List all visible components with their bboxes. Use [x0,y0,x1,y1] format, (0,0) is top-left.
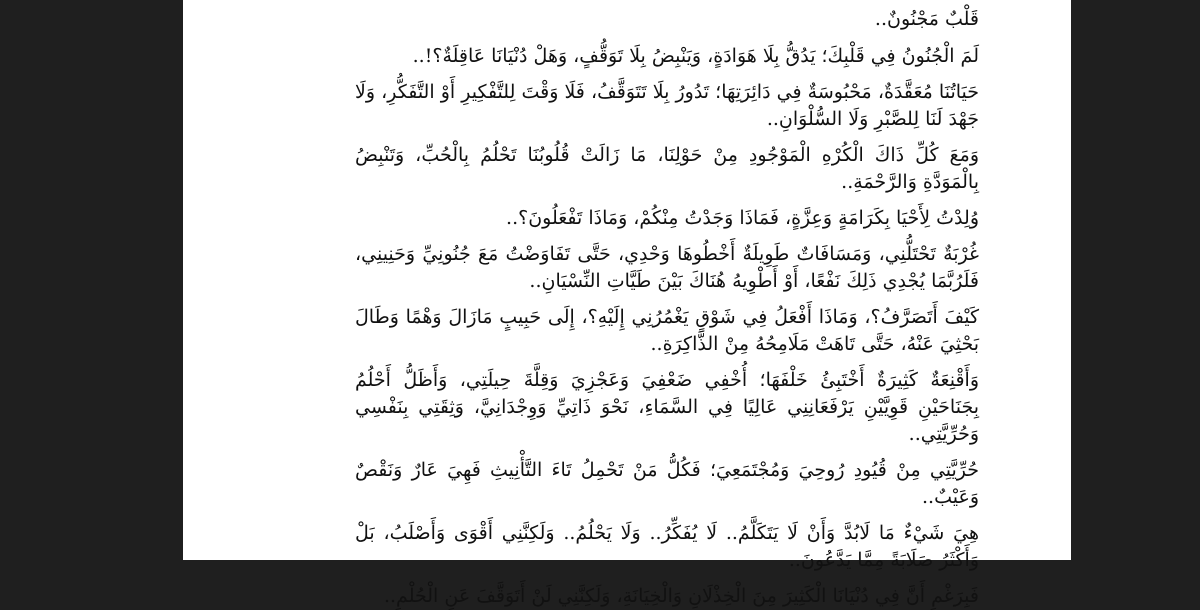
document-title: قَلْبٌ مَجْنُونٌ.. [874,8,979,30]
paragraph: وُلِدْتُ لِأَحْيَا بِكَرَامَةٍ وَعِزَّةٍ، فَمَاذَا وَجَدْتُ مِنْكُمْ، وَمَاذَا تَفْعَلُونَ؟.. [506,207,979,229]
paragraph: هِيَ شَيْءٌ مَا لَابُدَّ وَأَنْ لَا يَتَكَلَّمُ.. لَا يُفَكِّرُ.. وَلَا يَحْلُمُ.. وَلَكِنَّنِي أَقْوَى وَأَصْلَبُ، بَلْ وَأَكْثَرُ صَلَابَةً مِمَّا يَدَّعُونَ.. [355,522,979,571]
paragraph: وَأَقْنِعَةٌ كَثِيرَةٌ أَخْتَبِئُ خَلْفَهَا؛ أُخْفِي ضَعْفِيَ وَعَجْزِيَ وَقِلَّةَ حِيلَتِي، وَأَظَلُّ أَحْلُمُ بِجَنَاحَيْنِ قَوِيَّيْنِ يَرْفَعَانِنِي عَالِيًا فِي السَّمَاءِ، نَحْوَ ذَاتِيِّ وَوِجْدَانِيَّ، وَثِقَتِي بِنَفْسِي وَحُرِّيَّتِي.. [355,369,979,445]
paragraph: حَيَاتُنَا مُعَقَّدَةٌ، مَحْبُوسَةٌ فِي دَائِرَتِهَا؛ تَدُورُ بِلَا تَتَوَقَّفُ، فَلَا وَقْتَ لِلتَّفْكِيرِ أَوْ التَّفَكُّرِ، وَلَا جَهْدَ لَنَا لِلصَّبْرِ وَلَا السُّلْوَانِ.. [355,81,979,130]
document-page [183,0,1071,607]
paragraph: حُرِّيَّتِي مِنْ قُيُودِ رُوحِيَ وَمُجْتَمَعِيَ؛ فَكُلُّ مَنْ تَحْمِلُ تَاءَ التَّأْنِيثِ فَهِيَ عَارٌ وَنَقْصٌ وَعَيْبٌ.. [355,459,979,508]
paragraph: لَمَ الْجُنُونُ فِي قَلْبِكَ؛ يَدُقُّ بِلَا هَوَادَةٍ، وَيَنْبِضُ بِلَا تَوَقُّفٍ، وَهَلْ دُنْيَانَا عَاقِلَةٌ؟!.. [412,45,979,67]
paragraph: فَبِرَغْمِ أَنَّ فِي دُنْيَانَا الْكَثِيرَ مِنَ الْخِذْلَانِ وَالْخِيَانَةِ، وَلَكِنَّنِي لَنْ أَتَوَقَّفَ عَنِ الْحُلْمِ.. [383,585,979,607]
paragraph: غُرْبَةٌ تَحْتَلُّنِي، وَمَسَافَاتٌ طَوِيلَةٌ أَخْطُوهَا وَحْدِي، حَتَّى تَفَاوَضْتُ مَعَ جُنُونِيِّ وَحَنِينِي، فَلَرُبَّمَا يُجْدِي ذَلِكَ نَفْعًا، أَوْ أَطْوِيهُ هُنَاكَ بَيْنَ طَيَّاتِ النِّسْيَانِ.. [355,243,979,292]
paragraph: وَمَعَ كُلِّ ذَاكَ الْكُرْهِ الْمَوْجُودِ مِنْ حَوْلِنَا، مَا زَالَتْ قُلُوبُنَا تَحْلُمُ بِالْحُبِّ، وَتَنْبِضُ بِالْمَوَدَّةِ وَالرَّحْمَةِ.. [355,144,979,193]
paragraph: كَيْفَ أَتَصَرَّفُ؟، وَمَاذَا أَفْعَلُ فِي شَوْقٍ يَغْمُرُنِي إِلَيْهِ؟، إِلَى حَبِيبٍ مَازَالَ وَهْمًا وَطَالَ بَحْثِيَ عَنْهُ، حَتَّى تَاهَتْ مَلَامِحُهُ مِنْ الذَّاكِرَةِ.. [355,306,979,355]
